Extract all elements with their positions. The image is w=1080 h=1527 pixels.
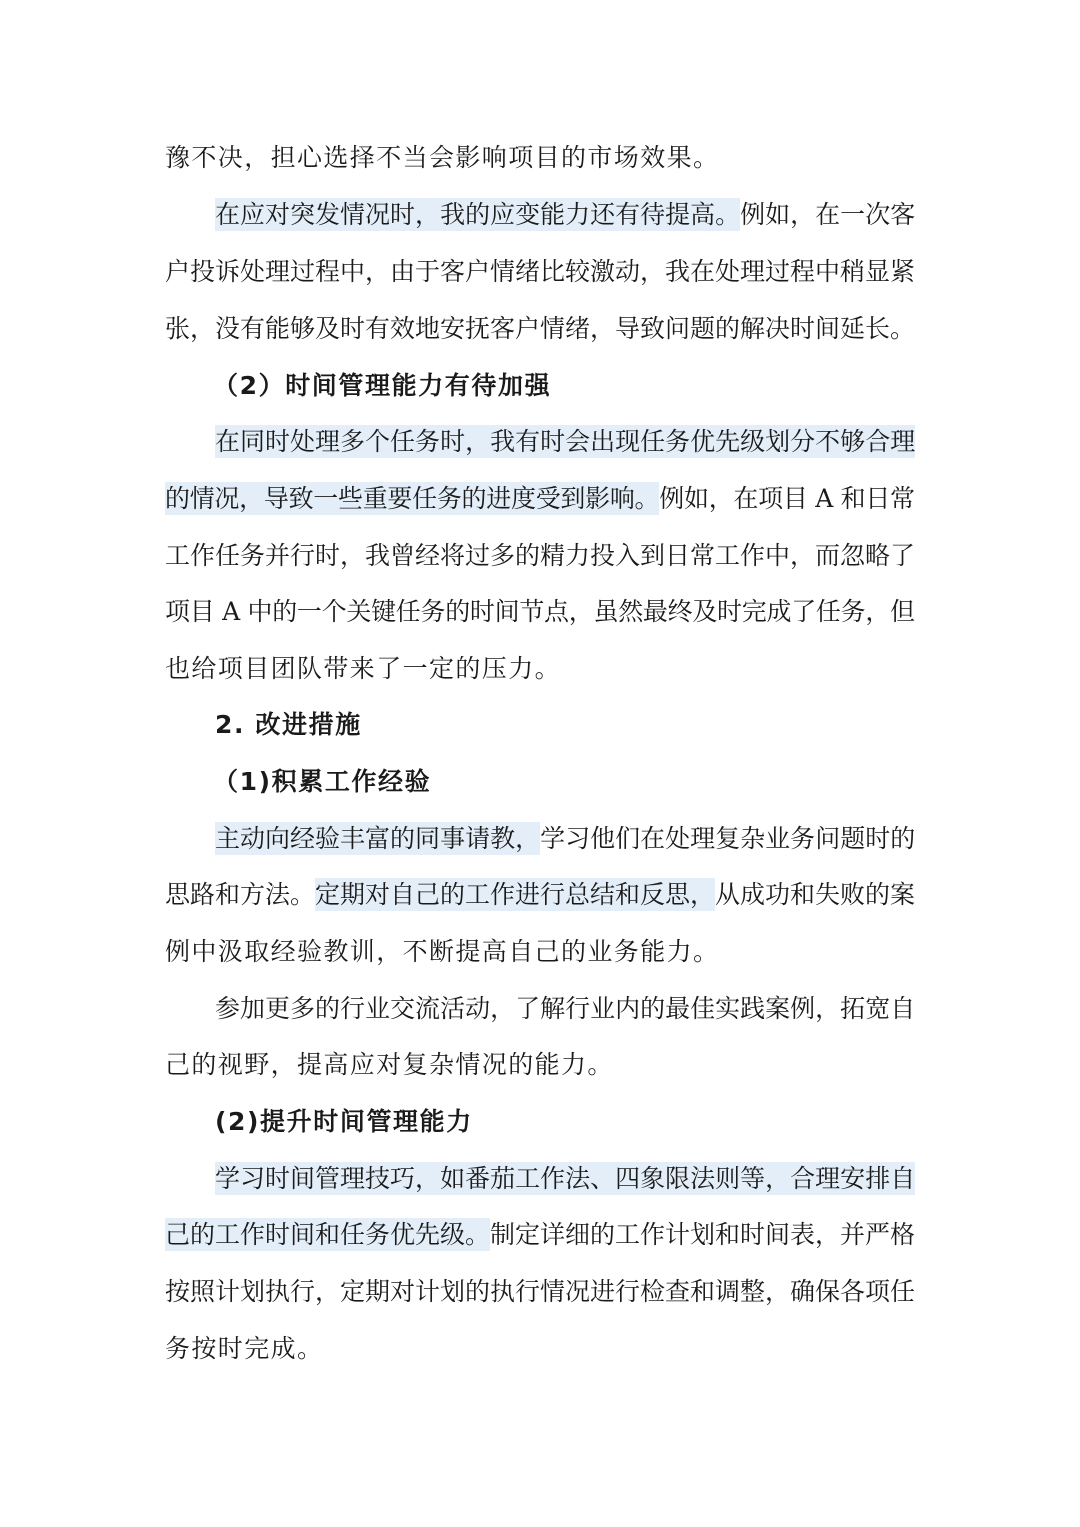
text-segment: 户投诉处理过程中，由于客户情绪比较激动，我在处理过程中稍显紧 xyxy=(165,257,916,286)
highlighted-text-segment: 定期对自己的工作进行总结和反思， xyxy=(315,880,716,909)
highlighted-text-segment: 在同时处理多个任务时，我有时会出现任务优先级划分不够合理 xyxy=(215,427,916,456)
paragraph-line xyxy=(215,821,915,857)
paragraph-line xyxy=(215,1161,915,1197)
paragraph-line xyxy=(165,311,915,347)
text-segment: 项目 A 中的一个关键任务的时间节点，虽然最终及时完成了任务，但 xyxy=(165,597,915,626)
highlighted-text-segment: 在应对突发情况时，我的应变能力还有待提高。 xyxy=(215,200,741,229)
highlighted-text-segment: 学习时间管理技巧，如番茄工作法、四象限法则等，合理安排自 xyxy=(215,1164,916,1193)
section-subheading xyxy=(213,368,551,404)
paragraph-line xyxy=(165,1047,614,1083)
paragraph-line xyxy=(165,481,915,517)
text-segment: 按照计划执行，定期对计划的执行情况进行检查和调整，确保各项任 xyxy=(165,1277,916,1306)
paragraph-line xyxy=(165,877,915,913)
section-subheading xyxy=(213,764,431,800)
paragraph-line xyxy=(215,424,915,460)
paragraph-line xyxy=(165,934,719,970)
text-segment: 务按时完成。 xyxy=(165,1334,324,1363)
text-segment: 工作任务并行时，我曾经将过多的精力投入到日常工作中，而忽略了 xyxy=(165,541,916,570)
text-segment: 张，没有能够及时有效地安抚客户情绪，导致问题的解决时间延长。 xyxy=(165,314,916,343)
highlighted-text-segment: 的情况，导致一些重要任务的进度受到影响。 xyxy=(165,484,660,513)
paragraph-line xyxy=(165,1331,323,1367)
text-segment: 参加更多的行业交流活动，了解行业内的最佳实践案例，拓宽自 xyxy=(215,994,916,1023)
section-subheading xyxy=(215,1104,473,1140)
paragraph-line xyxy=(165,538,915,574)
heading-text: （1)积累工作经验 xyxy=(213,767,432,796)
paragraph-line xyxy=(215,197,915,233)
text-segment: 例如，在项目 A 和日常 xyxy=(659,484,915,513)
text-segment: 思路和方法。 xyxy=(165,880,316,909)
paragraph-line xyxy=(165,1274,915,1310)
text-segment: 学习他们在处理复杂业务问题时的 xyxy=(540,824,916,853)
text-segment: 也给项目团队带来了一定的压力。 xyxy=(165,654,562,683)
paragraph-line xyxy=(215,991,915,1027)
paragraph-line xyxy=(165,594,915,630)
paragraph-line xyxy=(165,140,719,176)
highlighted-text-segment: 主动向经验丰富的同事请教， xyxy=(215,824,541,853)
paragraph-line xyxy=(165,1217,915,1253)
heading-text: (2)提升时间管理能力 xyxy=(215,1107,473,1136)
heading-text: 2. 改进措施 xyxy=(215,710,362,739)
highlighted-text-segment: 己的工作时间和任务优先级。 xyxy=(165,1220,491,1249)
text-segment: 己的视野，提高应对复杂情况的能力。 xyxy=(165,1050,614,1079)
paragraph-line xyxy=(165,651,561,687)
text-segment: 制定详细的工作计划和时间表，并严格 xyxy=(490,1220,916,1249)
section-heading xyxy=(215,707,362,743)
text-segment: 例如，在一次客 xyxy=(740,200,916,229)
text-segment: 例中汲取经验教训，不断提高自己的业务能力。 xyxy=(165,937,720,966)
text-segment: 从成功和失败的案 xyxy=(715,880,916,909)
text-segment: 豫不决，担心选择不当会影响项目的市场效果。 xyxy=(165,143,720,172)
paragraph-line xyxy=(165,254,915,290)
heading-text: （2）时间管理能力有待加强 xyxy=(213,371,552,400)
